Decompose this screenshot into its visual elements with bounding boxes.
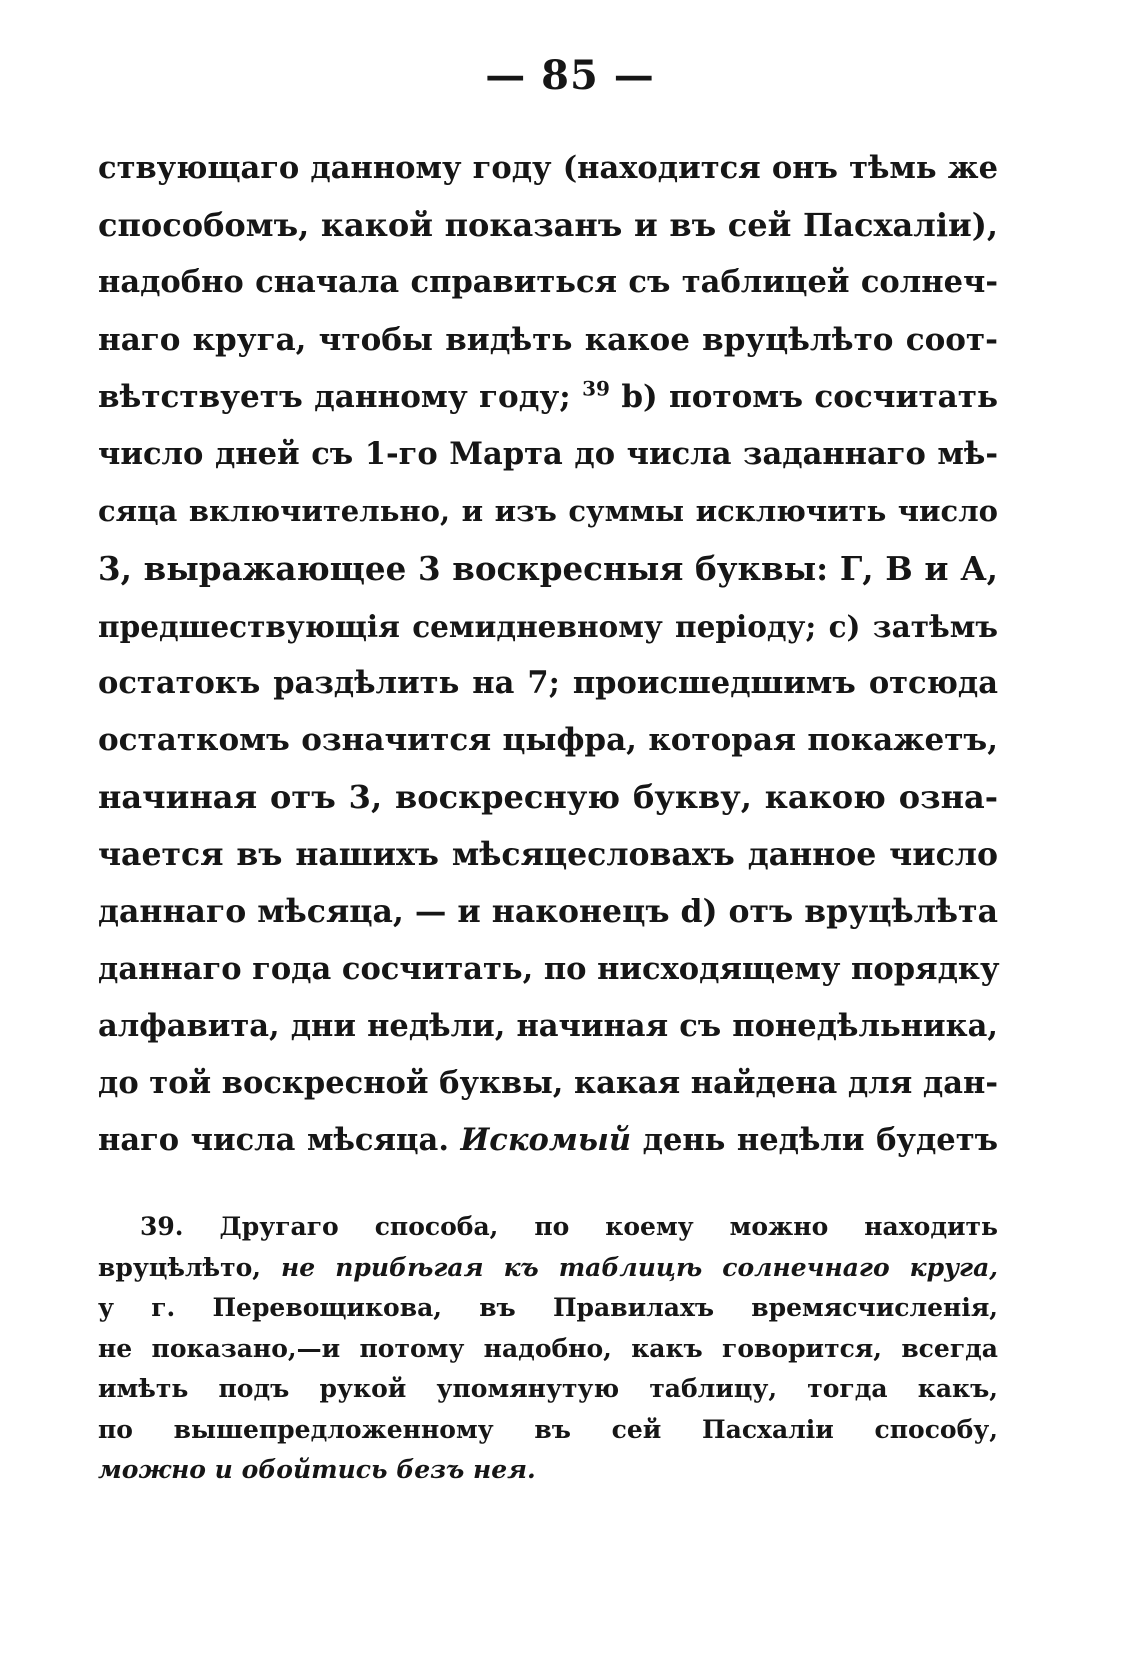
text-line: наго круга, чтобы видѣть какое вруцѣлѣто соот-	[98, 321, 998, 358]
text-line: даннаго мѣсяца, — и наконецъ d) отъ вруцѣлѣта	[98, 893, 998, 931]
italic-word: Искомый	[460, 1122, 632, 1159]
text-line: сяца включительно, и изъ суммы исключить число	[98, 494, 998, 529]
text-line-part: наго числа мѣсяца.	[98, 1122, 449, 1159]
footnote-line-part: вруцѣлѣто,	[98, 1252, 261, 1282]
text-line-part: вѣтствуетъ данному году;	[98, 378, 571, 415]
footnote-line: имѣть подъ рукой упомянутую таблицу, тогда какъ,	[98, 1374, 998, 1403]
text-line: начиная отъ 3, воскресную букву, какою озна-	[98, 778, 998, 817]
text-line: ствующаго данному году (находится онъ тѣмь же	[98, 150, 998, 186]
footnote-reference: 39	[582, 376, 610, 401]
text-line: остаткомъ означится цыфра, которая покажетъ,	[98, 721, 998, 758]
text-line	[98, 369, 998, 426]
text-line: до той воскресной буквы, какая найдена для дан-	[98, 1065, 998, 1101]
text-line: 3, выражающее 3 воскресныя буквы: Г, В и А,	[98, 549, 998, 589]
page-number: — 85 —	[485, 52, 655, 99]
footnote-italic: можно и обойтись безъ нея.	[98, 1455, 536, 1484]
text-line-part: b) потомъ сосчитать	[621, 378, 999, 415]
text-line: чается въ нашихъ мѣсяцесловахъ данное число	[98, 836, 998, 874]
text-line: надобно сначала справиться съ таблицей солнеч-	[98, 264, 998, 301]
footnote-block	[98, 1207, 998, 1491]
footnote-line: у г. Перевощикова, въ Правилахъ времясчисленiя,	[98, 1293, 998, 1322]
text-line: даннаго года сосчитать, по нисходящему порядку	[98, 950, 1000, 987]
footnote-line	[98, 1450, 998, 1491]
footnote-line: 39. Другаго способа, по коему можно находить	[140, 1212, 998, 1241]
text-line: алфавита, дни недѣли, начиная съ понедѣльника,	[98, 1007, 998, 1044]
text-line: предшествующiя семидневному перiоду; с) затѣмъ	[98, 608, 998, 644]
footnote-line: не показано,—и потому надобно, какъ говорится, всегда	[98, 1333, 998, 1363]
text-line	[98, 1112, 998, 1169]
text-line: остатокъ раздѣлить на 7; происшедшимъ отсюда	[98, 664, 998, 701]
main-text-block	[98, 140, 998, 1169]
footnote-italic: не прибѣгая къ таблицѣ солнечнаго круга,	[281, 1252, 998, 1282]
text-line: способомъ, какой показанъ и въ сей Пасхалiи),	[98, 206, 998, 245]
footnote-line	[98, 1248, 998, 1289]
text-line-part: день недѣли будетъ	[642, 1122, 998, 1159]
footnote-line: по вышепредложенному въ сей Пасхалiи способу,	[98, 1414, 998, 1444]
text-line: число дней съ 1-го Марта до числа заданнаго мѣ-	[98, 435, 998, 472]
